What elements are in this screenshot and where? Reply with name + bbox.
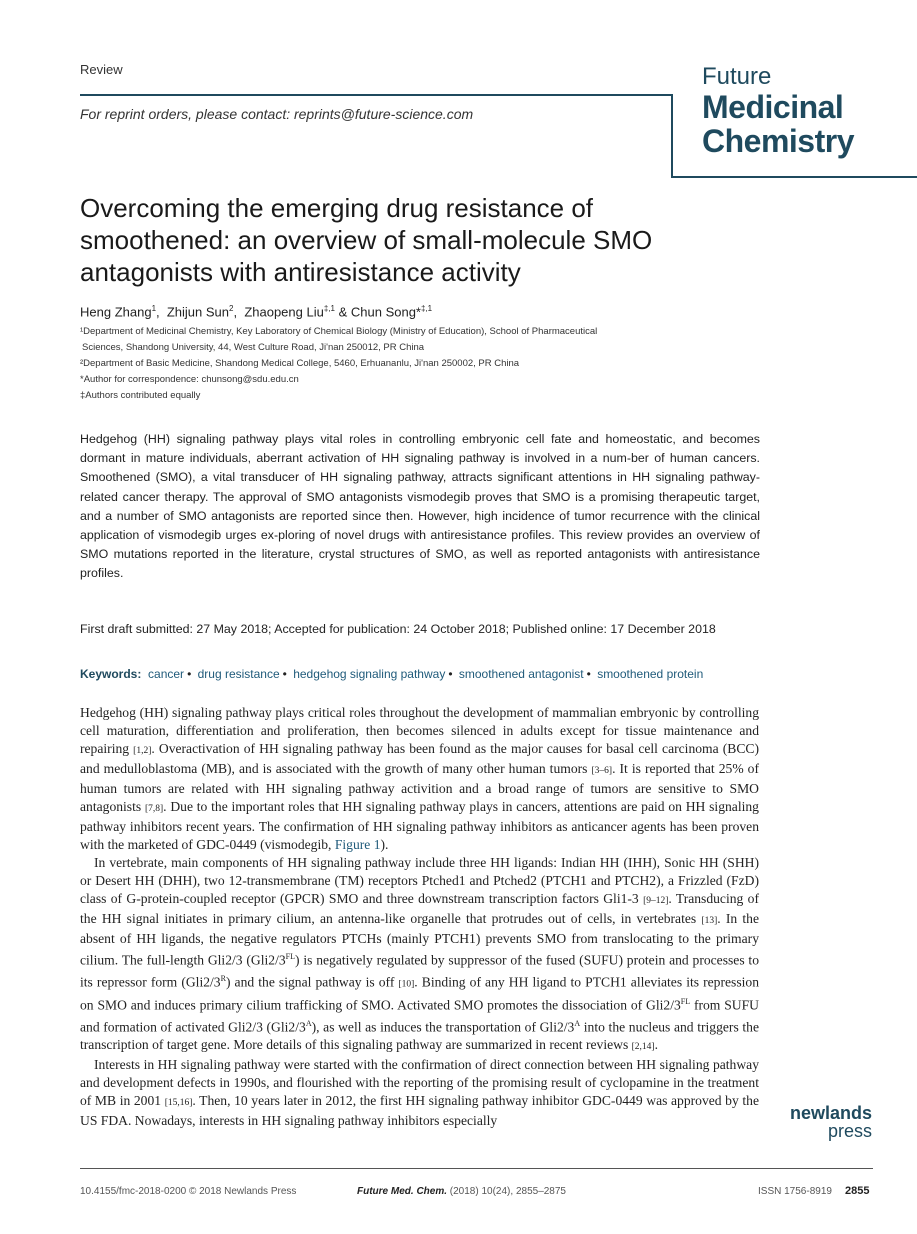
header-rule-right <box>671 176 917 178</box>
author-affil-mark: 2 <box>229 304 234 313</box>
citation-ref[interactable]: [9–12] <box>643 896 669 906</box>
figure-link[interactable]: Figure 1 <box>334 837 381 852</box>
article-title: Overcoming the emerging drug resistance of smoothened: an overview of small-molecule SMO antagonists with antiresistance activity <box>80 193 653 287</box>
citation-ref[interactable]: [10] <box>398 979 415 990</box>
keyword-link[interactable]: hedgehog signaling pathway <box>293 667 446 681</box>
journal-logo-line3: Chemistry <box>702 123 854 159</box>
publisher-logo <box>786 1104 872 1140</box>
keywords-label: Keywords: <box>80 667 142 681</box>
author-affil-mark: ‡,1 <box>421 304 433 313</box>
journal-logo-line1: Future <box>702 63 772 90</box>
author-separator: & <box>338 304 348 320</box>
affiliation-line: Sciences, Shandong University, 44, West Culture Road, Ji'nan 250012, PR China <box>82 342 425 353</box>
body-text <box>80 704 759 1130</box>
author-name: Zhaopeng Liu <box>244 304 324 320</box>
correspondence-line: *Author for correspondence: chunsong@sdu.edu.cn <box>80 374 299 385</box>
footer-volume: (2018) 10(24), 2855–2875 <box>447 1186 566 1197</box>
section-label: Review <box>80 62 123 77</box>
keyword-link[interactable]: smoothened antagonist <box>458 667 584 681</box>
publication-dates: First draft submitted: 27 May 2018; Accepted for publication: 24 October 2018; Published online: 17 December 2018 <box>80 622 716 636</box>
header-rule-vertical <box>671 94 673 178</box>
affiliation-line: ¹Department of Medicinal Chemistry, Key Laboratory of Chemical Biology (Ministry of Education), School of Pharmaceutical <box>80 326 598 337</box>
reprint-notice: For reprint orders, please contact: reprints@future-science.com <box>80 106 474 122</box>
keyword-link[interactable]: smoothened protein <box>597 667 704 681</box>
keyword-link[interactable]: drug resistance <box>197 667 280 681</box>
author-affil-mark: ‡,1 <box>323 304 335 313</box>
affiliation-line: ²Department of Basic Medicine, Shandong Medical College, 5460, Erhuananlu, Ji'nan 250002, PR China <box>80 358 520 369</box>
abstract: Hedgehog (HH) signaling pathway plays vital roles in controlling embryonic cell fate and homeostatic, and becomes dormant in mature individuals, aberrant activation of HH signaling pathway is involved in a num-ber of human cancers. Smoothened (SMO), a vital transducer of HH signaling pathway, attracts significant attentions in HH signaling pathway-related cancer therapy. The approval of SMO antagonists vismodegib proves that SMO is a promising therapeutic target, and a number of SMO antagonists are reported since then. However, high incidence of tumor recurrence with the clinical application of vismodegib urges ex-ploring of novel drugs with antiresistance profiles. This review provides an overview of SMO mutations reported in the literature, crystal structures of SMO, as well as reported antagonists with antiresistance profiles. <box>80 432 760 581</box>
author-name: Zhijun Sun <box>166 304 230 320</box>
footer-issn: ISSN 1756-8919 <box>758 1186 832 1197</box>
citation-ref[interactable]: [3–6] <box>591 766 613 776</box>
citation-ref[interactable]: [1,2] <box>133 746 152 756</box>
header-rule <box>80 94 672 96</box>
body-paragraph: In vertebrate, main components of HH signaling pathway include three HH ligands: Indian HH (IHH), Sonic HH (SHH) or Desert HH (DHH), two 12-transmembrane (TM) receptors Ptched1 and Ptched2 (PTCH1 and PTCH2), a Frizzled (FzD) class of G-protein-coupled receptor (GPCR) SMO and three downstream transcription factors Gli1-3 [9–12]. Transducing of the HH signal initiates in primary cilium, an antenna-like organelle that protrudes out of cells, in vertebrates [13]. In the absent of HH ligands, the negative regulators PTCHs (mainly PTCH1) prevents SMO from translocating to the primary cilium. The full-length Gli2/3 $(Gli2/3^{FL})$ is negatively regulated by suppressor of the fused (SUFU) protein and processes to its repressor form $(Gli2/3^R)$ and the signal pathway is off [10]. Binding of any HH ligand to PTCH1 alleviates its repression on SMO and induces primary cilium trafficking of SMO. Activated SMO promotes the dissociation of $Gli2/3^{FL}$ from SUFU and formation of activated Gli2/3 $(Gli2/3^A)$, as well as induces the transportation of $Gli2/3^A$ into the nucleus and triggers the transcription of target gene. More details of this signaling pathway are summarized in recent reviews [2,14]. <box>80 855 759 1053</box>
keywords: Keywords: cancer • drug resistance • hedgehog signaling pathway • smoothened antagonist • smoothened protein <box>80 667 704 681</box>
footer-citation <box>357 1186 566 1197</box>
citation-ref[interactable]: [13] <box>701 916 718 926</box>
author-list: Heng Zhang$^1$, Zhijun Sun$^2$, Zhaopeng Liu$^{\ddagger,1}$ & Chun Song*$^{\ddagger,1}$ <box>80 304 433 320</box>
author-affil-mark: 1 <box>151 304 157 313</box>
citation-ref[interactable]: [15,16] <box>164 1098 193 1109</box>
keyword-link[interactable]: cancer <box>148 667 185 681</box>
journal-logo-line2: Medicinal <box>702 89 844 125</box>
author-name: Chun Song* <box>350 304 421 320</box>
footer-journal: Future Med. Chem. <box>357 1186 448 1197</box>
author-name: Heng Zhang <box>80 304 152 320</box>
publisher-logo-line1: newlands <box>789 1103 872 1123</box>
body-paragraph: Hedgehog (HH) signaling pathway plays critical roles throughout the development of mammalian embryonic by controlling cell maturation, differentiation and proliferation, then becomes silenced in adults except for tissue maintenance and repairing [1,2]. Overactivation of HH signaling pathway has been found as the major causes for basal cell carcinoma (BCC) and medulloblastoma (MB), and is associated with the growth of many other human tumors [3–6]. It is reported that 25% of human tumors are related with HH signaling pathway activition and a broad range of tumors are sensitive to SMO antagonists [7,8]. Due to the important roles that HH signaling pathway plays in cancers, attentions are paid on HH signaling pathway inhibitors recent years. The confirmation of HH signaling pathway inhibitors as anticancer agents has been proven with the marketed of GDC-0449 (vismodegib, Figure 1). <box>80 705 760 852</box>
footer-doi: 10.4155/fmc-2018-0200 © 2018 Newlands Press <box>80 1186 297 1197</box>
equal-contribution-note: ‡Authors contributed equally <box>80 390 201 401</box>
citation-ref[interactable]: [7,8] <box>144 804 164 814</box>
journal-logo <box>702 64 854 158</box>
footer-rule <box>80 1168 873 1169</box>
citation-ref[interactable]: [2,14] <box>631 1042 655 1053</box>
body-paragraph: Interests in HH signaling pathway were started with the confirmation of direct connection between HH signaling pathway and development defects in 1990s, and flourished with the reporting of the promising result of cyclopamine in the treatment of MB in 2001 [15,16]. Then, 10 years later in 2012, the first HH signaling pathway inhibitor GDC-0449 was approved by the US FDA. Nowadays, interests in HH signaling pathway inhibitors especially <box>80 1057 759 1129</box>
page-number: 2855 <box>845 1185 870 1197</box>
publisher-logo-line2: press <box>827 1121 872 1141</box>
